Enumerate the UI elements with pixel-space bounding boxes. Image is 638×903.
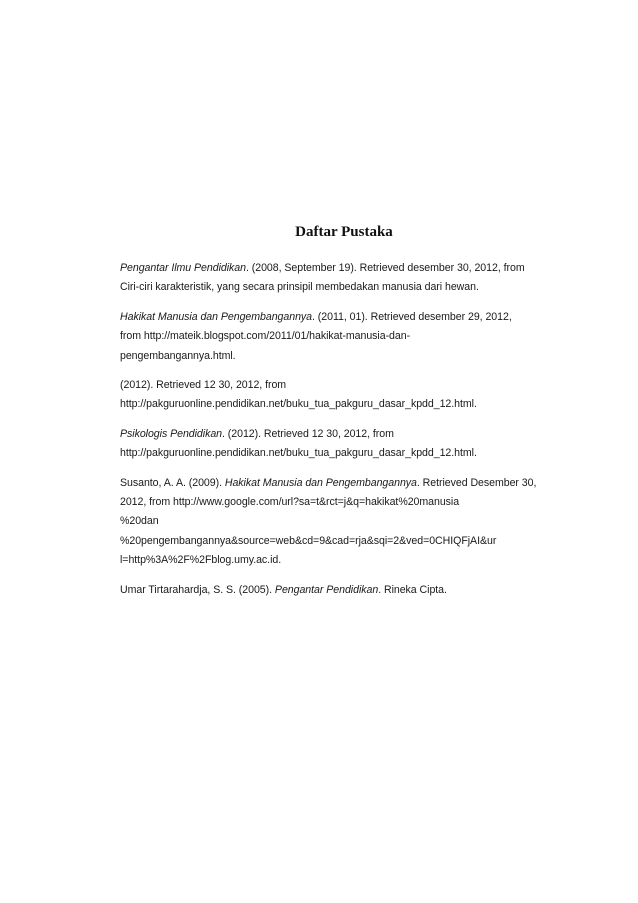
reference-work-title: Psikologis Pendidikan [120,427,223,440]
reference-item [120,425,550,464]
reference-author: Umar Tirtarahardja, S. S. (2005). [120,583,275,596]
reference-continuation: l=http%3A%2F%2Fblog.umy.ac.id. [120,554,282,567]
reference-work-title: Pengantar Ilmu Pendidikan [120,262,246,274]
reference-continuation: %20pengembangannya&source=web&cd=9&cad=rja&sqi=2&ved=0CHIQFjAI&ur [120,534,497,547]
reference-first-line [120,474,550,493]
reference-first-line [120,259,550,278]
reference-first-line [120,308,550,327]
reference-first-line: (2012). Retrieved 12 30, 2012, from [120,379,287,392]
reference-item [120,581,550,600]
reference-details: . (2011, 01). Retrieved desember 29, 2012, [312,310,512,323]
reference-continuation: 2012, from http://www.google.com/url?sa=t&rct=j&q=hakikat%20manusia [120,496,460,509]
reference-first-line [120,425,550,444]
reference-details: . Rineka Cipta. [378,583,447,596]
reference-work-title: Hakikat Manusia dan Pengembangannya [120,310,313,323]
reference-first-line [120,581,550,600]
page-title: Daftar Pustaka [295,224,393,240]
reference-details: . (2012). Retrieved 12 30, 2012, from [222,427,394,440]
reference-continuation: pengembangannya.html. [120,349,236,362]
reference-continuation: http://pakguruonline.pendidikan.net/buku_tua_pakguru_dasar_kpdd_12.html. [120,447,477,460]
reference-continuation: %20dan [120,515,159,528]
reference-work-title: Hakikat Manusia dan Pengembangannya [224,476,417,489]
reference-item [120,308,550,366]
reference-details: . (2008, September 19). Retrieved desember 30, 2012, from [245,262,525,274]
reference-continuation: Ciri-ciri karakteristik, yang secara prinsipil membedakan manusia dari hewan. [120,281,479,294]
reference-continuation: from http://mateik.blogspot.com/2011/01/hakikat-manusia-dan- [120,330,411,343]
reference-item [120,376,550,415]
reference-list [120,259,550,610]
reference-work-title: Pengantar Pendidikan [274,583,379,596]
reference-continuation: http://pakguruonline.pendidikan.net/buku_tua_pakguru_dasar_kpdd_12.html. [120,398,477,411]
reference-item [120,259,550,298]
reference-author: Susanto, A. A. (2009). [120,476,225,489]
reference-details: . Retrieved Desember 30, [416,476,537,489]
reference-item [120,474,550,571]
